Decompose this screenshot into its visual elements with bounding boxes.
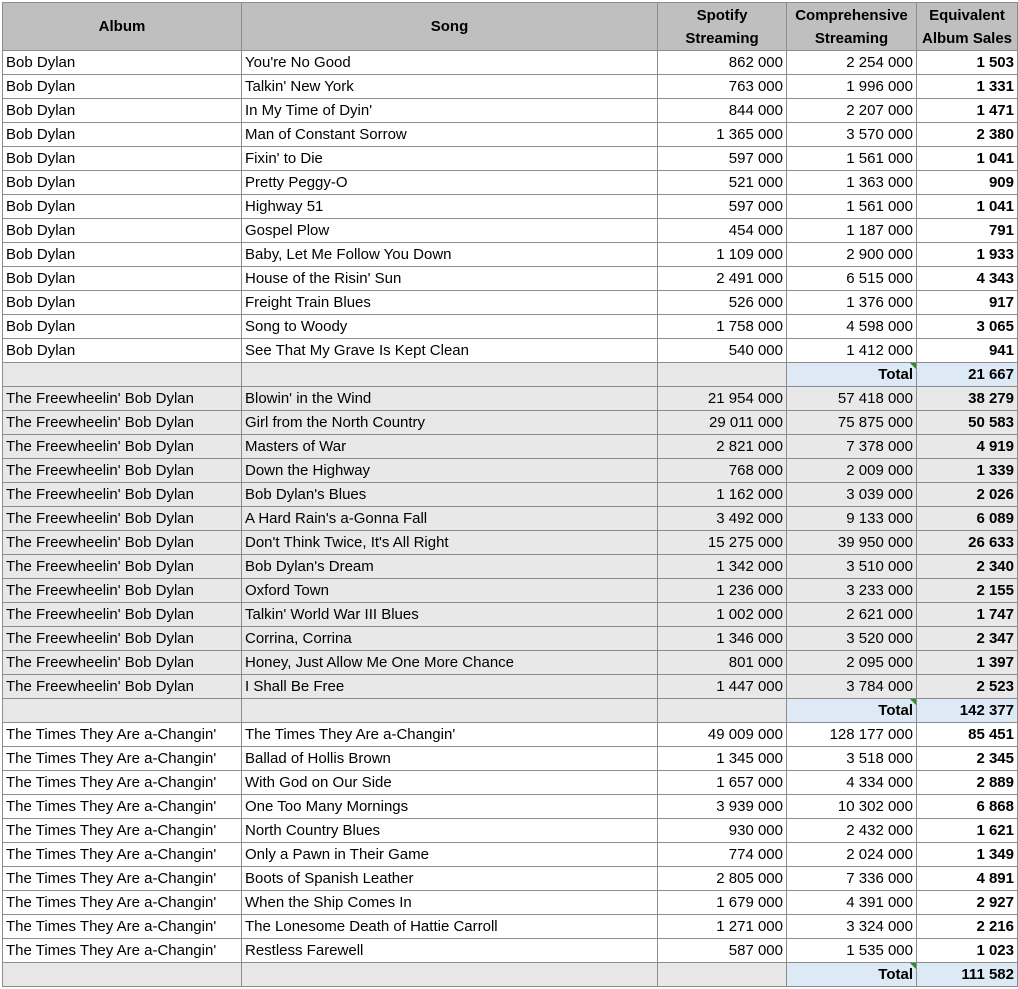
table-row: [3, 507, 1018, 531]
table-row: [3, 51, 1018, 75]
table-row: [3, 531, 1018, 555]
cell-comprehensive-streaming[interactable]: 2 432 000: [787, 819, 917, 843]
cell-spotify-streaming[interactable]: 2 805 000: [658, 867, 787, 891]
cell-album[interactable]: Bob Dylan: [3, 315, 242, 339]
cell-song[interactable]: Boots of Spanish Leather: [242, 867, 658, 891]
header-spotify-line1: Spotify: [696, 6, 748, 24]
empty-cell[interactable]: [658, 363, 787, 387]
cell-song[interactable]: Honey, Just Allow Me One More Chance: [242, 651, 658, 675]
cell-spotify-streaming[interactable]: 930 000: [658, 819, 787, 843]
table-row: [3, 339, 1018, 363]
cell-comprehensive-streaming[interactable]: 75 875 000: [787, 411, 917, 435]
cell-spotify-streaming[interactable]: 763 000: [658, 75, 787, 99]
cell-equivalent-album-sales[interactable]: 2 155: [917, 579, 1018, 603]
cell-equivalent-album-sales[interactable]: 917: [917, 291, 1018, 315]
cell-equivalent-album-sales[interactable]: 38 279: [917, 387, 1018, 411]
cell-song[interactable]: Talkin' World War III Blues: [242, 603, 658, 627]
cell-song[interactable]: Freight Train Blues: [242, 291, 658, 315]
table-row: [3, 915, 1018, 939]
table-row: [3, 411, 1018, 435]
cell-album[interactable]: The Freewheelin' Bob Dylan: [3, 627, 242, 651]
table-row: [3, 555, 1018, 579]
cell-song[interactable]: Bob Dylan's Blues: [242, 483, 658, 507]
empty-cell[interactable]: [658, 963, 787, 987]
cell-spotify-streaming[interactable]: 597 000: [658, 147, 787, 171]
cell-comprehensive-streaming[interactable]: 4 598 000: [787, 315, 917, 339]
table-row: [3, 243, 1018, 267]
table-row: [3, 675, 1018, 699]
cell-album[interactable]: The Freewheelin' Bob Dylan: [3, 603, 242, 627]
cell-spotify-streaming[interactable]: 540 000: [658, 339, 787, 363]
cell-album[interactable]: The Freewheelin' Bob Dylan: [3, 675, 242, 699]
header-album[interactable]: Album: [3, 3, 242, 51]
cell-album[interactable]: The Times They Are a-Changin': [3, 819, 242, 843]
table-row: [3, 771, 1018, 795]
cell-song[interactable]: Don't Think Twice, It's All Right: [242, 531, 658, 555]
cell-song[interactable]: Highway 51: [242, 195, 658, 219]
cell-comprehensive-streaming[interactable]: 3 324 000: [787, 915, 917, 939]
cell-song[interactable]: Restless Farewell: [242, 939, 658, 963]
header-comprehensive-line1: Comprehensive: [795, 6, 908, 24]
cell-comprehensive-streaming[interactable]: 2 024 000: [787, 843, 917, 867]
cell-spotify-streaming[interactable]: 29 011 000: [658, 411, 787, 435]
cell-comprehensive-streaming[interactable]: 1 363 000: [787, 171, 917, 195]
empty-cell[interactable]: [3, 363, 242, 387]
table-row: [3, 387, 1018, 411]
total-value[interactable]: 21 667: [917, 363, 1018, 387]
cell-album[interactable]: Bob Dylan: [3, 51, 242, 75]
cell-spotify-streaming[interactable]: 49 009 000: [658, 723, 787, 747]
cell-song[interactable]: Gospel Plow: [242, 219, 658, 243]
cell-spotify-streaming[interactable]: 774 000: [658, 843, 787, 867]
cell-spotify-streaming[interactable]: 3 492 000: [658, 507, 787, 531]
cell-comprehensive-streaming[interactable]: 3 520 000: [787, 627, 917, 651]
table-row: [3, 891, 1018, 915]
cell-comprehensive-streaming[interactable]: 3 233 000: [787, 579, 917, 603]
cell-equivalent-album-sales[interactable]: 1 041: [917, 147, 1018, 171]
cell-spotify-streaming[interactable]: 1 271 000: [658, 915, 787, 939]
total-row: [3, 363, 1018, 387]
cell-comprehensive-streaming[interactable]: 1 561 000: [787, 195, 917, 219]
cell-equivalent-album-sales[interactable]: 2 026: [917, 483, 1018, 507]
cell-song[interactable]: When the Ship Comes In: [242, 891, 658, 915]
header-equivalent-album-sales[interactable]: [917, 3, 1018, 51]
cell-comprehensive-streaming[interactable]: 1 376 000: [787, 291, 917, 315]
cell-song[interactable]: Bob Dylan's Dream: [242, 555, 658, 579]
cell-song[interactable]: Pretty Peggy-O: [242, 171, 658, 195]
cell-spotify-streaming[interactable]: 587 000: [658, 939, 787, 963]
cell-spotify-streaming[interactable]: 1 365 000: [658, 123, 787, 147]
cell-spotify-streaming[interactable]: 2 491 000: [658, 267, 787, 291]
cell-album[interactable]: Bob Dylan: [3, 75, 242, 99]
table-row: [3, 459, 1018, 483]
total-label-text: Total: [878, 966, 913, 983]
table-row: [3, 435, 1018, 459]
cell-song[interactable]: North Country Blues: [242, 819, 658, 843]
cell-comprehensive-streaming[interactable]: 128 177 000: [787, 723, 917, 747]
cell-equivalent-album-sales[interactable]: 2 523: [917, 675, 1018, 699]
cell-song[interactable]: Masters of War: [242, 435, 658, 459]
table-row: [3, 723, 1018, 747]
total-row: [3, 699, 1018, 723]
total-value[interactable]: 111 582: [917, 963, 1018, 987]
cell-equivalent-album-sales[interactable]: 2 927: [917, 891, 1018, 915]
header-spotify-line2: Streaming: [685, 29, 759, 47]
cell-equivalent-album-sales[interactable]: 6 868: [917, 795, 1018, 819]
streaming-sales-table: [2, 2, 1018, 987]
cell-equivalent-album-sales[interactable]: 85 451: [917, 723, 1018, 747]
cell-spotify-streaming[interactable]: 521 000: [658, 171, 787, 195]
cell-song[interactable]: Oxford Town: [242, 579, 658, 603]
cell-album[interactable]: The Times They Are a-Changin': [3, 843, 242, 867]
table-row: [3, 939, 1018, 963]
cell-comprehensive-streaming[interactable]: 6 515 000: [787, 267, 917, 291]
table-row: [3, 147, 1018, 171]
cell-album[interactable]: Bob Dylan: [3, 147, 242, 171]
cell-equivalent-album-sales[interactable]: 1 471: [917, 99, 1018, 123]
cell-equivalent-album-sales[interactable]: 1 023: [917, 939, 1018, 963]
cell-comprehensive-streaming[interactable]: 3 518 000: [787, 747, 917, 771]
cell-song[interactable]: Blowin' in the Wind: [242, 387, 658, 411]
cell-song[interactable]: Corrina, Corrina: [242, 627, 658, 651]
cell-album[interactable]: The Freewheelin' Bob Dylan: [3, 531, 242, 555]
cell-equivalent-album-sales[interactable]: 50 583: [917, 411, 1018, 435]
cell-album[interactable]: The Freewheelin' Bob Dylan: [3, 411, 242, 435]
cell-comprehensive-streaming[interactable]: 2 621 000: [787, 603, 917, 627]
table-row: [3, 75, 1018, 99]
formula-indicator-icon: [910, 963, 916, 969]
cell-song[interactable]: With God on Our Side: [242, 771, 658, 795]
cell-equivalent-album-sales[interactable]: 1 331: [917, 75, 1018, 99]
formula-indicator-icon: [910, 699, 916, 705]
table-row: [3, 843, 1018, 867]
cell-song[interactable]: Man of Constant Sorrow: [242, 123, 658, 147]
cell-spotify-streaming[interactable]: 1 679 000: [658, 891, 787, 915]
header-spotify-streaming[interactable]: [658, 3, 787, 51]
total-label[interactable]: [787, 963, 917, 987]
cell-equivalent-album-sales[interactable]: 26 633: [917, 531, 1018, 555]
empty-cell[interactable]: [3, 699, 242, 723]
cell-comprehensive-streaming[interactable]: 57 418 000: [787, 387, 917, 411]
cell-comprehensive-streaming[interactable]: 3 510 000: [787, 555, 917, 579]
cell-comprehensive-streaming[interactable]: 1 535 000: [787, 939, 917, 963]
cell-equivalent-album-sales[interactable]: 1 339: [917, 459, 1018, 483]
cell-comprehensive-streaming[interactable]: 10 302 000: [787, 795, 917, 819]
table-row: [3, 195, 1018, 219]
cell-comprehensive-streaming[interactable]: 2 900 000: [787, 243, 917, 267]
cell-song[interactable]: Girl from the North Country: [242, 411, 658, 435]
cell-song[interactable]: Ballad of Hollis Brown: [242, 747, 658, 771]
cell-album[interactable]: Bob Dylan: [3, 99, 242, 123]
table-row: [3, 219, 1018, 243]
cell-spotify-streaming[interactable]: 1 758 000: [658, 315, 787, 339]
cell-equivalent-album-sales[interactable]: 3 065: [917, 315, 1018, 339]
cell-equivalent-album-sales[interactable]: 1 041: [917, 195, 1018, 219]
cell-equivalent-album-sales[interactable]: 1 349: [917, 843, 1018, 867]
total-label-text: Total: [878, 702, 913, 719]
cell-comprehensive-streaming[interactable]: 1 187 000: [787, 219, 917, 243]
cell-spotify-streaming[interactable]: 844 000: [658, 99, 787, 123]
cell-album[interactable]: Bob Dylan: [3, 243, 242, 267]
cell-comprehensive-streaming[interactable]: 3 039 000: [787, 483, 917, 507]
cell-song[interactable]: The Times They Are a-Changin': [242, 723, 658, 747]
cell-album[interactable]: The Freewheelin' Bob Dylan: [3, 459, 242, 483]
cell-album[interactable]: Bob Dylan: [3, 291, 242, 315]
cell-song[interactable]: Only a Pawn in Their Game: [242, 843, 658, 867]
cell-album[interactable]: The Times They Are a-Changin': [3, 723, 242, 747]
cell-equivalent-album-sales[interactable]: 2 345: [917, 747, 1018, 771]
cell-album[interactable]: Bob Dylan: [3, 219, 242, 243]
cell-spotify-streaming[interactable]: 526 000: [658, 291, 787, 315]
table-row: [3, 171, 1018, 195]
table-row: [3, 267, 1018, 291]
cell-equivalent-album-sales[interactable]: 4 343: [917, 267, 1018, 291]
cell-song[interactable]: Down the Highway: [242, 459, 658, 483]
table-header: [3, 3, 1018, 51]
cell-song[interactable]: Baby, Let Me Follow You Down: [242, 243, 658, 267]
header-eas-line2: Album Sales: [921, 29, 1013, 47]
cell-comprehensive-streaming[interactable]: 2 254 000: [787, 51, 917, 75]
cell-comprehensive-streaming[interactable]: 2 009 000: [787, 459, 917, 483]
total-value[interactable]: 142 377: [917, 699, 1018, 723]
cell-song[interactable]: The Lonesome Death of Hattie Carroll: [242, 915, 658, 939]
empty-cell[interactable]: [242, 699, 658, 723]
cell-album[interactable]: The Times They Are a-Changin': [3, 771, 242, 795]
cell-equivalent-album-sales[interactable]: 2 380: [917, 123, 1018, 147]
cell-comprehensive-streaming[interactable]: 7 378 000: [787, 435, 917, 459]
cell-album[interactable]: Bob Dylan: [3, 267, 242, 291]
empty-cell[interactable]: [242, 963, 658, 987]
formula-indicator-icon: [910, 363, 916, 369]
cell-equivalent-album-sales[interactable]: 1 933: [917, 243, 1018, 267]
cell-equivalent-album-sales[interactable]: 4 919: [917, 435, 1018, 459]
cell-spotify-streaming[interactable]: 1 342 000: [658, 555, 787, 579]
cell-album[interactable]: The Freewheelin' Bob Dylan: [3, 483, 242, 507]
cell-comprehensive-streaming[interactable]: 9 133 000: [787, 507, 917, 531]
cell-album[interactable]: The Freewheelin' Bob Dylan: [3, 435, 242, 459]
cell-spotify-streaming[interactable]: 1 447 000: [658, 675, 787, 699]
cell-album[interactable]: The Times They Are a-Changin': [3, 891, 242, 915]
cell-song[interactable]: One Too Many Mornings: [242, 795, 658, 819]
cell-comprehensive-streaming[interactable]: 7 336 000: [787, 867, 917, 891]
cell-song[interactable]: I Shall Be Free: [242, 675, 658, 699]
cell-album[interactable]: Bob Dylan: [3, 339, 242, 363]
cell-equivalent-album-sales[interactable]: 791: [917, 219, 1018, 243]
cell-album[interactable]: The Times They Are a-Changin': [3, 867, 242, 891]
cell-spotify-streaming[interactable]: 768 000: [658, 459, 787, 483]
cell-spotify-streaming[interactable]: 862 000: [658, 51, 787, 75]
cell-spotify-streaming[interactable]: 21 954 000: [658, 387, 787, 411]
header-comprehensive-line2: Streaming: [814, 29, 889, 47]
cell-album[interactable]: The Freewheelin' Bob Dylan: [3, 507, 242, 531]
table-row: [3, 99, 1018, 123]
empty-cell[interactable]: [3, 963, 242, 987]
cell-song[interactable]: See That My Grave Is Kept Clean: [242, 339, 658, 363]
cell-song[interactable]: House of the Risin' Sun: [242, 267, 658, 291]
cell-equivalent-album-sales[interactable]: 4 891: [917, 867, 1018, 891]
cell-spotify-streaming[interactable]: 1 346 000: [658, 627, 787, 651]
cell-spotify-streaming[interactable]: 15 275 000: [658, 531, 787, 555]
cell-comprehensive-streaming[interactable]: 1 412 000: [787, 339, 917, 363]
cell-equivalent-album-sales[interactable]: 1 503: [917, 51, 1018, 75]
cell-equivalent-album-sales[interactable]: 909: [917, 171, 1018, 195]
table-row: [3, 651, 1018, 675]
table-row: [3, 747, 1018, 771]
cell-song[interactable]: Talkin' New York: [242, 75, 658, 99]
cell-equivalent-album-sales[interactable]: 2 216: [917, 915, 1018, 939]
cell-album[interactable]: The Freewheelin' Bob Dylan: [3, 387, 242, 411]
cell-comprehensive-streaming[interactable]: 4 391 000: [787, 891, 917, 915]
cell-equivalent-album-sales[interactable]: 941: [917, 339, 1018, 363]
cell-spotify-streaming[interactable]: 2 821 000: [658, 435, 787, 459]
cell-equivalent-album-sales[interactable]: 2 889: [917, 771, 1018, 795]
empty-cell[interactable]: [242, 363, 658, 387]
table-row: [3, 819, 1018, 843]
table-row: [3, 291, 1018, 315]
cell-song[interactable]: In My Time of Dyin': [242, 99, 658, 123]
cell-spotify-streaming[interactable]: 801 000: [658, 651, 787, 675]
cell-comprehensive-streaming[interactable]: 3 784 000: [787, 675, 917, 699]
cell-comprehensive-streaming[interactable]: 1 996 000: [787, 75, 917, 99]
cell-album[interactable]: The Freewheelin' Bob Dylan: [3, 651, 242, 675]
total-label-text: Total: [878, 366, 913, 383]
cell-comprehensive-streaming[interactable]: 4 334 000: [787, 771, 917, 795]
total-label[interactable]: [787, 699, 917, 723]
table-row: [3, 603, 1018, 627]
cell-album[interactable]: The Times They Are a-Changin': [3, 747, 242, 771]
table-row: [3, 315, 1018, 339]
cell-spotify-streaming[interactable]: 1 657 000: [658, 771, 787, 795]
header-comprehensive-streaming[interactable]: [787, 3, 917, 51]
cell-equivalent-album-sales[interactable]: 1 397: [917, 651, 1018, 675]
cell-comprehensive-streaming[interactable]: 1 561 000: [787, 147, 917, 171]
cell-spotify-streaming[interactable]: 1 002 000: [658, 603, 787, 627]
cell-spotify-streaming[interactable]: 1 236 000: [658, 579, 787, 603]
table-row: [3, 579, 1018, 603]
cell-spotify-streaming[interactable]: 597 000: [658, 195, 787, 219]
cell-comprehensive-streaming[interactable]: 3 570 000: [787, 123, 917, 147]
table-row: [3, 483, 1018, 507]
cell-album[interactable]: The Freewheelin' Bob Dylan: [3, 555, 242, 579]
cell-album[interactable]: Bob Dylan: [3, 123, 242, 147]
empty-cell[interactable]: [658, 699, 787, 723]
total-row: [3, 963, 1018, 987]
cell-album[interactable]: The Times They Are a-Changin': [3, 795, 242, 819]
cell-equivalent-album-sales[interactable]: 2 347: [917, 627, 1018, 651]
cell-spotify-streaming[interactable]: 1 345 000: [658, 747, 787, 771]
cell-equivalent-album-sales[interactable]: 1 621: [917, 819, 1018, 843]
cell-album[interactable]: The Times They Are a-Changin': [3, 939, 242, 963]
cell-equivalent-album-sales[interactable]: 1 747: [917, 603, 1018, 627]
table-body: [3, 51, 1018, 987]
cell-spotify-streaming[interactable]: 3 939 000: [658, 795, 787, 819]
cell-comprehensive-streaming[interactable]: 2 095 000: [787, 651, 917, 675]
table-row: [3, 867, 1018, 891]
table-row: [3, 627, 1018, 651]
cell-song[interactable]: A Hard Rain's a-Gonna Fall: [242, 507, 658, 531]
cell-comprehensive-streaming[interactable]: 2 207 000: [787, 99, 917, 123]
cell-album[interactable]: Bob Dylan: [3, 171, 242, 195]
table-row: [3, 123, 1018, 147]
header-eas-line1: Equivalent: [929, 6, 1005, 24]
total-label[interactable]: [787, 363, 917, 387]
cell-equivalent-album-sales[interactable]: 2 340: [917, 555, 1018, 579]
cell-album[interactable]: The Freewheelin' Bob Dylan: [3, 579, 242, 603]
cell-spotify-streaming[interactable]: 1 162 000: [658, 483, 787, 507]
cell-song[interactable]: Song to Woody: [242, 315, 658, 339]
header-song[interactable]: Song: [242, 3, 658, 51]
cell-comprehensive-streaming[interactable]: 39 950 000: [787, 531, 917, 555]
cell-equivalent-album-sales[interactable]: 6 089: [917, 507, 1018, 531]
cell-spotify-streaming[interactable]: 454 000: [658, 219, 787, 243]
cell-song[interactable]: Fixin' to Die: [242, 147, 658, 171]
cell-album[interactable]: Bob Dylan: [3, 195, 242, 219]
table-row: [3, 795, 1018, 819]
cell-spotify-streaming[interactable]: 1 109 000: [658, 243, 787, 267]
cell-song[interactable]: You're No Good: [242, 51, 658, 75]
cell-album[interactable]: The Times They Are a-Changin': [3, 915, 242, 939]
